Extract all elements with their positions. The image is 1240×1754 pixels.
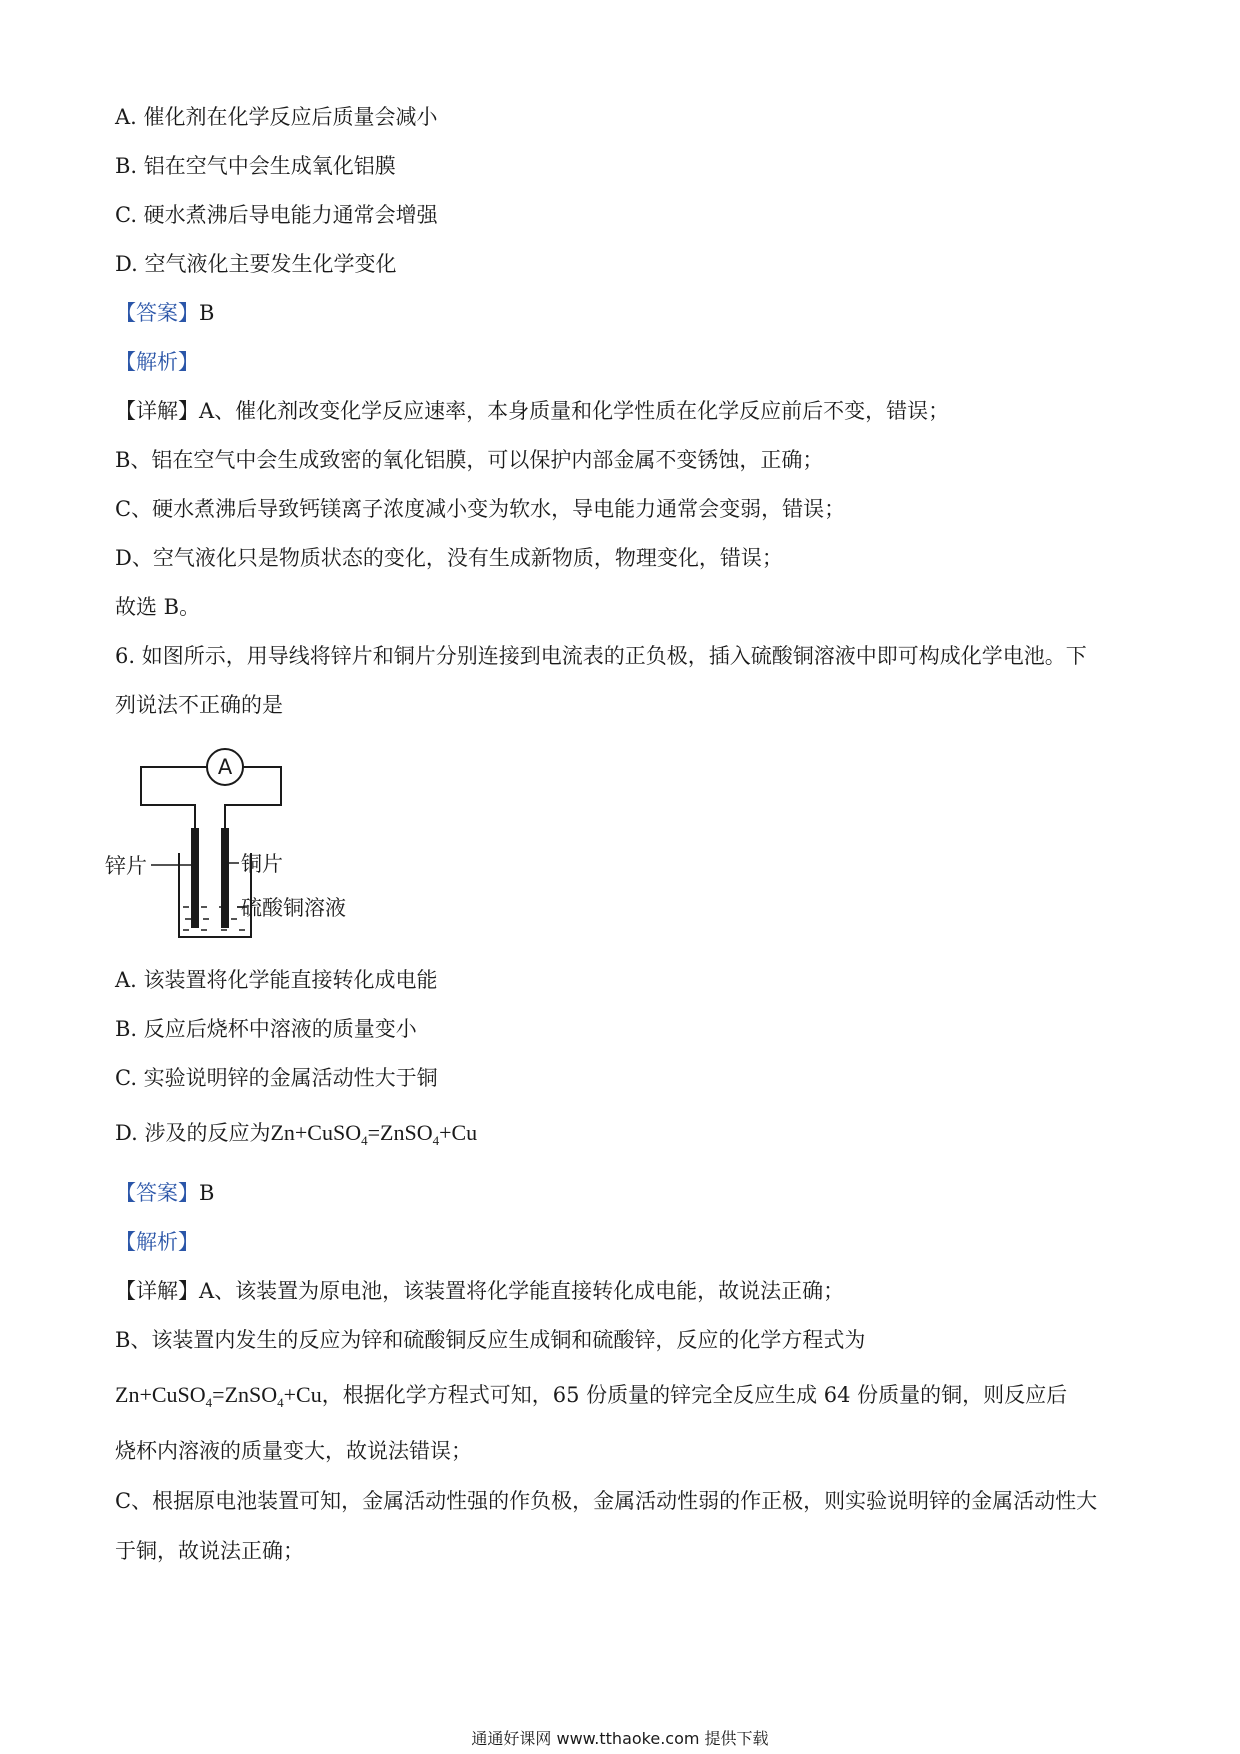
q6-detail-b1: B、该装置内发生的反应为锌和硫酸铜反应生成铜和硫酸锌，反应的化学方程式为: [115, 1328, 866, 1352]
q6-option-a: A. 该装置将化学能直接转化成电能: [115, 968, 438, 992]
q6-detail-b3: 烧杯内溶液的质量变大，故说法错误；: [115, 1439, 472, 1463]
equation: [115, 1382, 322, 1410]
answer-label: 【答案】: [115, 1181, 199, 1205]
q5-option-c: C. 硬水煮沸后导电能力通常会增强: [115, 203, 438, 227]
q5-analysis: [115, 347, 199, 377]
detail-text: A、该装置为原电池，该装置将化学能直接转化成电能，故说法正确；: [199, 1279, 845, 1303]
q5-detail-a: [115, 396, 949, 426]
zinc-label: 锌片: [105, 854, 147, 878]
detail-label: 【详解】: [115, 1279, 199, 1303]
analysis-label: 【解析】: [115, 1230, 199, 1254]
equation-subscript: 4: [205, 1395, 213, 1410]
q5-option-a: A. 催化剂在化学反应后质量会减小: [115, 105, 438, 129]
q5-option-d: D. 空气液化主要发生化学变化: [115, 252, 397, 276]
analysis-label: 【解析】: [115, 350, 199, 374]
q5-detail-c: C、硬水煮沸后导致钙镁离子浓度减小变为软水，导电能力通常会变弱，错误；: [115, 497, 846, 521]
q5-answer: [115, 298, 214, 328]
q6-detail-c2: 于铜，故说法正确；: [115, 1539, 304, 1563]
page-footer: 通通好课网 www.tthaoke.com 提供下载: [471, 1729, 769, 1748]
answer-label: 【答案】: [115, 301, 199, 325]
q6-analysis: [115, 1227, 199, 1257]
equation-left: Zn+CuSO: [115, 1382, 206, 1407]
equation-subscript: 4: [432, 1133, 440, 1148]
copper-label: 铜片: [241, 852, 283, 876]
equation-mid: =ZnSO: [367, 1120, 433, 1145]
q6-stem-line2: 列说法不正确的是: [115, 693, 283, 717]
option-d-prefix: D. 涉及的反应为: [115, 1121, 271, 1145]
q6-detail-c1: C、根据原电池装置可知，金属活动性强的作负极，金属活动性弱的作正极，则实验说明锌的金属活动性大: [115, 1489, 1098, 1513]
equation-right: +Cu: [439, 1120, 478, 1145]
equation-left: Zn+CuSO: [270, 1120, 362, 1145]
q5-conclusion: 故选 B。: [115, 595, 201, 619]
zinc-strip: [191, 828, 199, 928]
ammeter-label: A: [217, 755, 233, 779]
q5-detail-d: D、空气液化只是物质状态的变化，没有生成新物质，物理变化，错误；: [115, 546, 783, 570]
detail-text: A、催化剂改变化学反应速率，本身质量和化学性质在化学反应前后不变，错误；: [199, 399, 950, 423]
copper-strip: [221, 828, 229, 928]
detail-label: 【详解】: [115, 399, 199, 423]
equation-mid: =ZnSO: [212, 1382, 278, 1407]
answer-value: B: [199, 1181, 215, 1205]
q6-option-c: C. 实验说明锌的金属活动性大于铜: [115, 1066, 438, 1090]
answer-value: B: [199, 301, 215, 325]
q6-detail-a: [115, 1276, 844, 1306]
q5-detail-b: B、铝在空气中会生成致密的氧化铝膜，可以保护内部金属不变锈蚀，正确；: [115, 448, 824, 472]
equation-subscript: 4: [361, 1133, 368, 1148]
q5-option-b: B. 铝在空气中会生成氧化铝膜: [115, 154, 396, 178]
q6-option-d: [115, 1118, 477, 1156]
detail-text: ，根据化学方程式可知，65 份质量的锌完全反应生成 64 份质量的铜，则反应后: [321, 1383, 1068, 1407]
galvanic-cell-diagram: [105, 745, 405, 955]
equation: [270, 1120, 478, 1148]
q6-option-b: B. 反应后烧杯中溶液的质量变小: [115, 1017, 417, 1041]
q6-stem-line1: 6. 如图所示，用导线将锌片和铜片分别连接到电流表的正负极，插入硫酸铜溶液中即可构成化学电池。下: [115, 644, 1087, 668]
equation-subscript: 4: [277, 1395, 284, 1410]
solution-label: 硫酸铜溶液: [241, 896, 346, 920]
equation-right: +Cu: [283, 1382, 322, 1407]
q6-answer: [115, 1178, 214, 1208]
q6-detail-b2: [115, 1380, 1067, 1418]
